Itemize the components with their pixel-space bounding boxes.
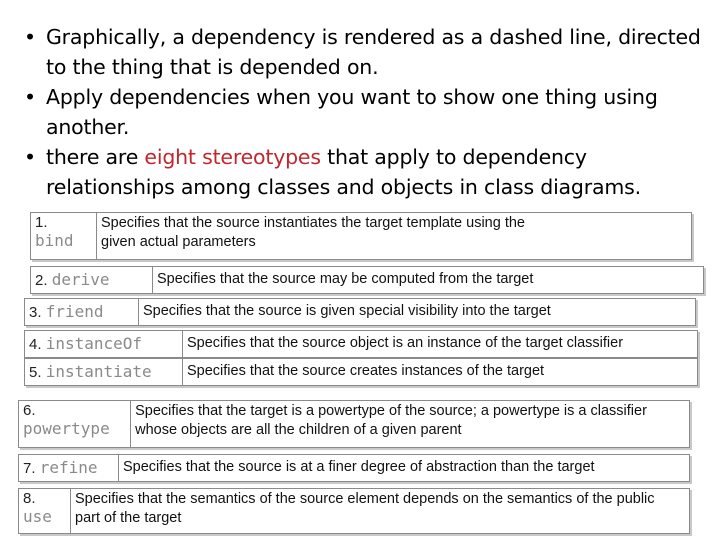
stereotype-term (31, 213, 97, 259)
stereotype-keyword: derive (51, 270, 110, 289)
bullet-1-text: Graphically, a dependency is rendered as a dashed line, directed to the thing that is depended on. (46, 25, 701, 79)
stereotype-term (25, 299, 139, 325)
stereotype-term (19, 489, 71, 533)
stereotype-number: 7. (23, 460, 36, 477)
stereotype-row-instanceof (24, 330, 698, 358)
stereotype-row-derive (30, 266, 704, 294)
stereotype-number: 6. (23, 402, 36, 419)
stereotype-description: Specifies that the source may be computed from the target (157, 271, 534, 287)
bullet-dot: • (24, 25, 36, 49)
stereotype-row-use (18, 488, 690, 534)
stereotype-row-friend (24, 298, 696, 326)
stereotype-description: Specifies that the source is at a finer degree of abstraction than the target (123, 459, 595, 475)
bullet-3-text-end: that apply to dependency relationships among classes and objects in class diagrams. (46, 145, 641, 199)
stereotype-description: Specifies that the source is given special visibility into the target (143, 303, 551, 319)
stereotype-term (31, 267, 153, 293)
stereotype-keyword: use (23, 507, 52, 526)
stereotype-description: Specifies that the source object is an instance of the target classifier (187, 335, 624, 351)
bullet-dot: • (24, 145, 36, 169)
stereotype-keyword: powertype (23, 419, 110, 438)
bullet-2 (24, 82, 714, 142)
stereotype-number: 4. (29, 336, 42, 353)
stereotype-row-refine (18, 454, 690, 482)
stereotype-term (25, 359, 183, 385)
bullet-2-text: Apply dependencies when you want to show one thing using another. (46, 85, 658, 139)
stereotype-row-powertype (18, 400, 690, 448)
stereotype-description: Specifies that the target is a powertype of the source; a powertype is a classifier whose objects are all the children of a given parent (135, 403, 647, 438)
stereotype-keyword: instantiate (45, 362, 152, 381)
bullet-3 (24, 142, 714, 202)
stereotype-description: Specifies that the source instantiates the target template using the given actual parameters (101, 215, 525, 250)
bullet-list (24, 22, 714, 202)
stereotype-term (19, 455, 119, 481)
stereotype-number: 1. (35, 214, 48, 231)
stereotype-description: Specifies that the semantics of the source element depends on the semantics of the public part of the target (75, 491, 655, 526)
stereotype-number: 2. (35, 272, 48, 289)
bullet-dot: • (24, 85, 36, 109)
bullet-3-highlight: eight stereotypes (144, 145, 321, 169)
stereotype-number: 3. (29, 304, 42, 321)
stereotype-keyword: bind (35, 231, 74, 250)
stereotype-keyword: refine (39, 458, 98, 477)
stereotype-keyword: instanceOf (45, 334, 143, 353)
stereotype-description: Specifies that the source creates instances of the target (187, 363, 545, 379)
stereotype-number: 8. (23, 490, 36, 507)
bullet-3-text-start: there are (46, 145, 145, 169)
stereotype-term (25, 331, 183, 357)
stereotype-row-bind (30, 212, 692, 260)
stereotype-number: 5. (29, 364, 42, 381)
stereotype-row-instantiate (24, 358, 698, 386)
stereotype-keyword: friend (45, 302, 104, 321)
stereotype-term (19, 401, 131, 447)
bullet-1 (24, 22, 714, 82)
